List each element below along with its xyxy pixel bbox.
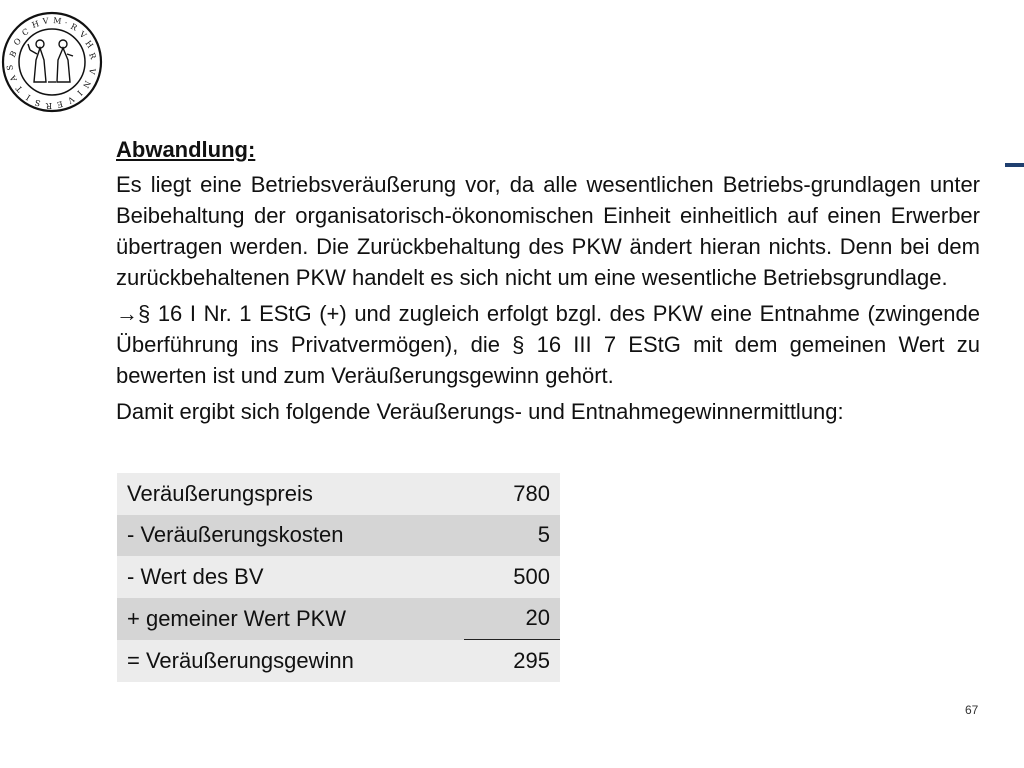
row-label: + gemeiner Wert PKW [117,598,464,640]
svg-text:N: N [80,79,93,90]
svg-text:V: V [42,16,49,26]
row-value: 20 [464,598,560,640]
svg-text:V: V [77,29,88,41]
svg-text:·: · [63,18,69,28]
row-label: Veräußerungspreis [117,473,464,515]
svg-text:R: R [87,51,98,61]
accent-bar [1005,163,1024,167]
row-label: = Veräußerungsgewinn [117,640,464,682]
svg-text:E: E [55,99,64,110]
svg-text:H: H [83,38,95,50]
paragraph-1: Es liegt eine Betriebsveräußerung vor, da alle wesentlichen Betriebs-grundlagen unter Beibehaltung der organisatorisch-ökonomischen Einheit einheitlich auf einen Erwerber übertragen werden. Die Zurückbehaltung des PKW ändert hieran nichts. Denn bei dem zurückbehaltenen PKW handelt es sich nicht um eine wesentliche Betriebsgrundlage. [116,172,980,290]
row-label: - Wert des BV [117,556,464,598]
table-row [117,515,560,557]
page-number: 67 [965,703,979,717]
paragraph-2-text: § 16 I Nr. 1 EStG (+) und zugleich erfolgt bzgl. des PKW eine Entnahme (zwingende Überführung ins Privatvermögen), die § 16 III 7 EStG mit dem gemeinen Wert zu bewerten ist und zum Veräußerungsgewinn gehört. [116,301,980,388]
row-label: - Veräußerungskosten [117,515,464,557]
row-value: 5 [464,515,560,557]
paragraph-2 [116,298,980,391]
svg-text:R: R [45,101,52,110]
svg-text:S: S [33,97,42,108]
svg-text:V: V [66,94,76,105]
svg-text:I: I [75,88,84,98]
row-value: 780 [464,473,560,515]
table-row [117,598,560,640]
row-value: 500 [464,556,560,598]
svg-text:O: O [12,36,24,48]
slide-content [116,134,980,432]
svg-text:M: M [52,16,62,26]
svg-text:I: I [24,92,33,102]
svg-text:C: C [20,26,31,38]
table-row [117,556,560,598]
row-value: 295 [464,640,560,682]
table-row-total [117,640,560,682]
svg-text:A: A [8,73,19,83]
svg-text:V: V [87,67,97,75]
svg-text:S: S [5,64,15,71]
university-seal-logo [0,10,104,114]
section-heading: Abwandlung: [116,137,256,162]
paragraph-3: Damit ergibt sich folgende Veräußerungs- und Entnahmegewinnermittlung: [116,399,844,424]
svg-text:R: R [69,21,79,33]
gain-calculation-table [117,473,560,682]
svg-text:T: T [14,83,25,94]
table-row [117,473,560,515]
arrow-icon: → [116,301,138,326]
svg-text:H: H [30,19,41,30]
svg-text:B: B [7,49,19,59]
